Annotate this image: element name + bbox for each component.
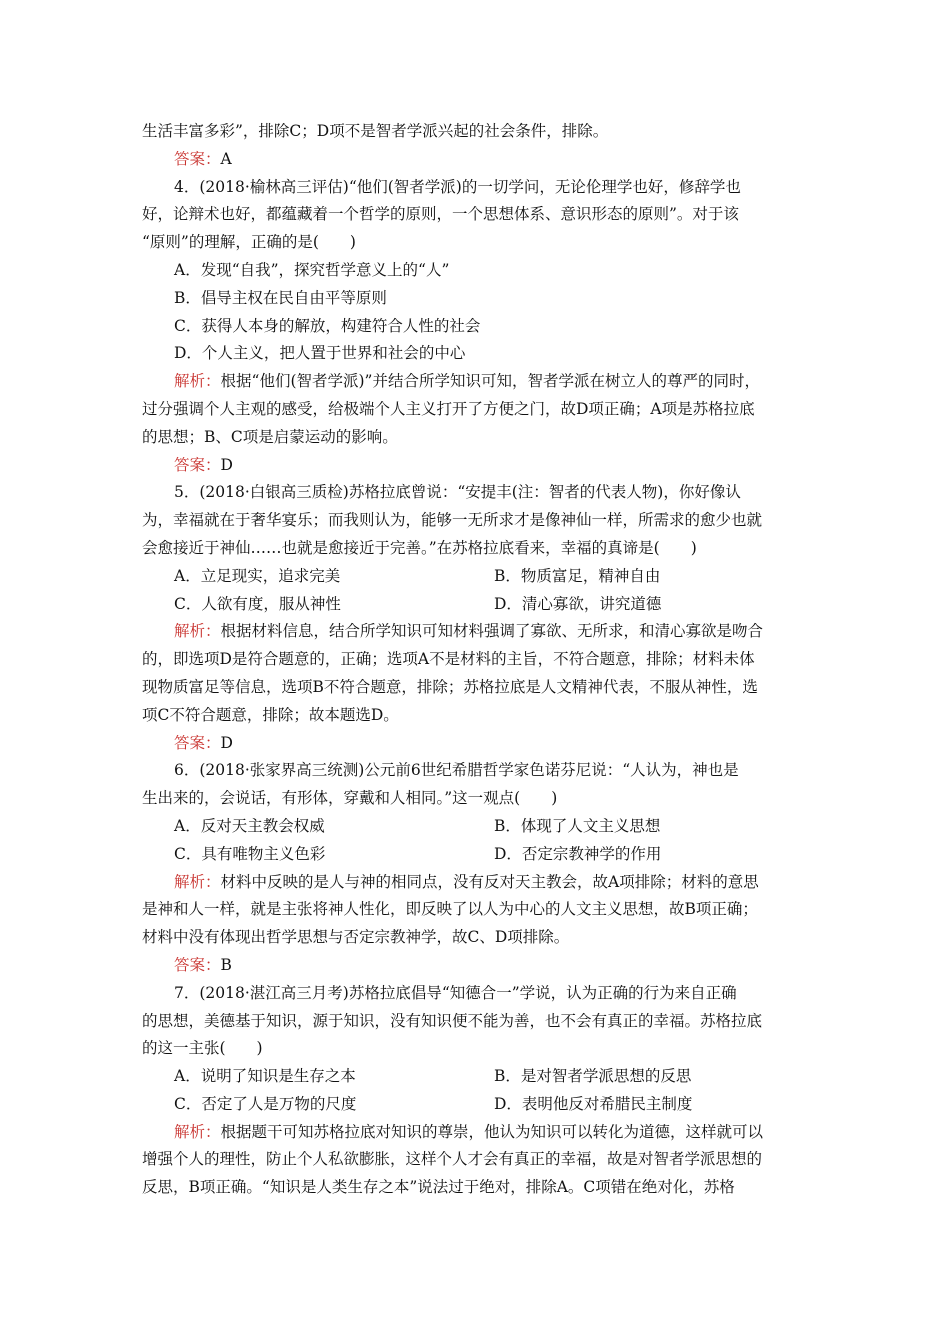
analysis-line: 增强个人的理性，防止个人私欲膨胀，这样个人才会有真正的幸福，故是对智者学派思想的 [142, 1150, 763, 1169]
analysis-line: 的思想；B、C项是启蒙运动的影响。 [142, 427, 398, 446]
option-b: B．体现了人文主义思想 [494, 816, 661, 835]
options-row [142, 1091, 814, 1119]
options-row [142, 563, 814, 591]
answer-label: 答案： [174, 733, 221, 752]
option-d: D．表明他反对希腊民主制度 [494, 1094, 693, 1113]
answer-line [142, 730, 814, 758]
question-stem-line: 的思想，美德基于知识，源于知识，没有知识便不能为善，也不会有真正的幸福。苏格拉底 [142, 1011, 763, 1030]
question-4 [142, 174, 814, 480]
prev-answer [142, 146, 814, 174]
question-stem-line: 会愈接近于神仙……也就是愈接近于完善。”在苏格拉底看来，幸福的真谛是( ) [142, 538, 697, 557]
options-row [142, 591, 814, 619]
option-d: D．个人主义，把人置于世界和社会的中心 [174, 344, 466, 363]
answer-label: 答案： [174, 149, 221, 168]
question-7 [142, 980, 814, 1202]
question-stem-line: 好，论辩术也好，都蕴藏着一个哲学的原则，一个思想体系、意识形态的原则”。对于该 [142, 205, 739, 224]
analysis-line: 项C不符合题意，排除；故本题选D。 [142, 705, 399, 724]
option-c: C．人欲有度，服从神性 [174, 594, 341, 613]
question-stem-line: 的这一主张( ) [142, 1039, 263, 1058]
question-stem-line: 6．(2018·张家界高三统测)公元前6世纪希腊哲学家色诺芬尼说：“人认为，神也是 [174, 761, 739, 780]
analysis-label: 解析： [174, 622, 221, 641]
question-stem-line: 7．(2018·湛江高三月考)苏格拉底倡导“知德合一”学说，认为正确的行为来自正确 [174, 983, 737, 1002]
option-c: C．具有唯物主义色彩 [174, 844, 326, 863]
analysis-line: 是神和人一样，就是主张将神人性化，即反映了以人为中心的人文主义思想，故B项正确； [142, 900, 758, 919]
analysis-label: 解析： [174, 372, 221, 391]
answer-value: D [220, 733, 233, 752]
option-b: B．倡导主权在民自由平等原则 [174, 288, 387, 307]
option-c: C．获得人本身的解放，构建符合人性的社会 [174, 316, 481, 335]
option-b: B．物质富足，精神自由 [494, 566, 661, 585]
analysis-line: 解析：根据材料信息，结合所学知识可知材料强调了寡欲、无所求，和清心寡欲是吻合 [174, 622, 764, 641]
option-d: D．否定宗教神学的作用 [494, 844, 662, 863]
option-a: A．发现“自我”，探究哲学意义上的“人” [174, 260, 450, 279]
analysis-line: 解析：根据题干可知苏格拉底对知识的尊崇，他认为知识可以转化为道德，这样就可以 [174, 1122, 764, 1141]
option-b: B．是对智者学派思想的反思 [494, 1067, 692, 1086]
analysis-line: 解析：材料中反映的是人与神的相同点，没有反对天主教会，故A项排除；材料的意思 [174, 872, 759, 891]
analysis-line: 解析：根据“他们(智者学派)”并结合所学知识可知，智者学派在树立人的尊严的同时， [174, 372, 760, 391]
option-d: D．清心寡欲，讲究道德 [494, 594, 662, 613]
analysis-line: 材料中没有体现出哲学思想与否定宗教神学，故C、D项排除。 [142, 928, 570, 947]
options-row [142, 1063, 814, 1091]
question-stem-line: 5．(2018·白银高三质检)苏格拉底曾说：“安提丰(注：智者的代表人物)，你好像认 [174, 483, 741, 502]
analysis-line: 现物质富足等信息，选项B不符合题意，排除；苏格拉底是人文精神代表，不服从神性，选 [142, 677, 758, 696]
question-stem-line: 生出来的，会说话，有形体，穿戴和人相同。”这一观点( ) [142, 789, 558, 808]
question-5 [142, 479, 814, 757]
analysis-line: 的，即选项D是符合题意的，正确；选项A不是材料的主旨，不符合题意，排除；材料未体 [142, 650, 755, 669]
options-row [142, 841, 814, 869]
answer-label: 答案： [174, 455, 221, 474]
analysis-label: 解析： [174, 1122, 221, 1141]
answer-value: D [220, 455, 233, 474]
analysis-label: 解析： [174, 872, 221, 891]
answer-value: B [220, 955, 232, 974]
option-a: A．立足现实，追求完美 [174, 566, 341, 585]
options-row [142, 813, 814, 841]
analysis-line: 反思，B项正确。“知识是人类生存之本”说法过于绝对，排除A。C项错在绝对化，苏格 [142, 1178, 735, 1197]
analysis-line: 过分强调个人主观的感受，给极端个人主义打开了方便之门，故D项正确；A项是苏格拉底 [142, 399, 755, 418]
option-a: A．反对天主教会权威 [174, 816, 325, 835]
answer-label: 答案： [174, 955, 221, 974]
question-stem-line: 为，幸福就在于奢华宴乐；而我则认为，能够一无所求才是像神仙一样，所需求的愈少也就 [142, 511, 763, 530]
question-6 [142, 757, 814, 979]
answer-value: A [220, 149, 232, 168]
prev-analysis-tail: 生活丰富多彩”，排除C；D项不是智者学派兴起的社会条件，排除。 [142, 122, 609, 140]
answer-line [142, 952, 814, 980]
question-stem-line: “原则”的理解，正确的是( ) [142, 233, 356, 252]
document-body [142, 118, 814, 1202]
option-a: A．说明了知识是生存之本 [174, 1067, 356, 1086]
option-c: C．否定了人是万物的尺度 [174, 1094, 357, 1113]
question-stem-line: 4．(2018·榆林高三评估)“他们(智者学派)的一切学问，无论伦理学也好，修辞学也 [174, 177, 741, 196]
answer-line [142, 452, 814, 480]
